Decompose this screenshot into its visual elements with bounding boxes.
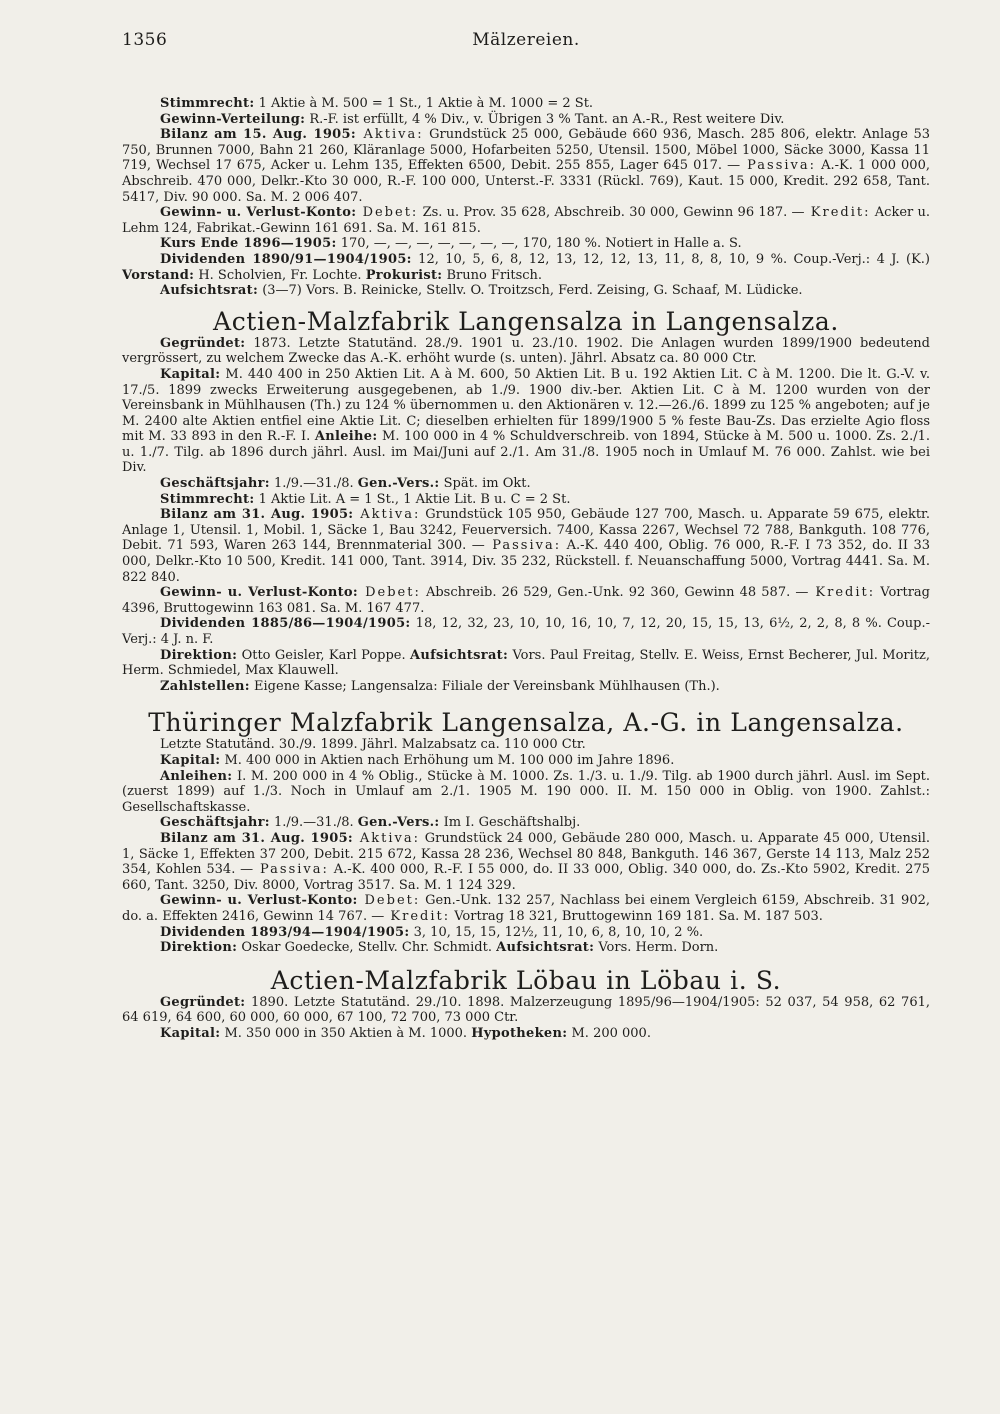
paragraph-direktion: Direktion: Otto Geisler, Karl Poppe. Aufsichtsrat: Vors. Paul Freitag, Stellv. E. Weiss, Ernst Becherer, Jul. Moritz, Herm. Schmiedel, Max Klauwell. [122,647,931,679]
company-heading: Actien-Malzfabrik Löbau in Löbau i. S. [270,965,782,995]
paragraph-statutaenderung: Letzte Statutänd. 30./9. 1899. Jährl. Malzabsatz ca. 110 000 Ctr. [160,737,586,753]
header-title: Mälzereien. [472,30,580,50]
paragraph-kapital: Kapital: M. 400 000 in Aktien nach Erhöhung um M. 100 000 im Jahre 1896. [160,752,675,768]
label-zahlstellen: Zahlstellen: [160,678,250,694]
label-aufsichtsrat: Aufsichtsrat: [410,647,509,663]
paragraph-geschaeftsjahr: Geschäftsjahr: 1./9.—31./8. Gen.-Vers.: Spät. im Okt. [160,476,531,492]
label-direktion: Direktion: [160,647,238,663]
entry-thueringer-malzfabrik [122,737,930,955]
label-bilanz: Bilanz am 31. Aug. 1905: [160,507,354,523]
paragraph-stimmrecht: Stimmrecht: 1 Aktie à M. 500 = 1 St., 1 Aktie à M. 1000 = 2 St. [160,96,594,111]
label-kurs: Kurs Ende 1896—1905: [160,236,337,252]
paragraph-kapital: Kapital: M. 440 400 in 250 Aktien Lit. A à M. 600, 50 Aktien Lit. B u. 192 Aktien Lit. C à M. 1200. Die lt. G.-V. v. 17./5. 1899 zwecks Erweiterung ausgegebenen, ab 1./9. 1900 div.-ber. Aktien Lit. C à M. 1200 wurden von der Vereinsbank in Mühlhausen (Th.) zu 124 % übernommen u. den Aktionären v. 12.—26./6. 1899 zu 125 % angeboten; auf je M. 2400 alte Aktien entfiel eine Aktie Lit. C; dieselben erhielten für 1899/1900 5 % feste Bau-Zs. Das erzielte Agio floss mit M. 33 893 in den R.-F. I. Anleihe: M. 100 000 in 4 % Schuldverschreib. von 1894, Stücke à M. 500 u. 1000. Zs. 2./1. u. 1./7. Tilg. ab 1896 durch jährl. Ausl. im Mai/Juni auf 2./1. Am 31./8. 1905 noch in Umlauf M. 76 000. Zahlst. wie bei Div. [122,366,930,476]
paragraph-gewinn-verlust: Gewinn- u. Verlust-Konto: Debet: Zs. u. Prov. 35 628, Abschreib. 30 000, Gewinn 96 187. — Kredit: Acker u. Lehm 124, Fabrikat.-Gewinn 161 691. Sa. M. 161 815. [122,205,930,236]
running-head [122,30,930,56]
paragraph-kapital: Kapital: M. 350 000 in 350 Aktien à M. 1000. Hypotheken: M. 200 000. [160,1025,651,1041]
label-bilanz: Bilanz am 31. Aug. 1905: [160,830,354,846]
label-gewinn-verlust: Gewinn- u. Verlust-Konto: [160,585,359,601]
label-aufsichtsrat: Aufsichtsrat: [160,283,259,299]
label-kapital: Kapital: [160,1025,221,1041]
paragraph-gewinn-verlust: Gewinn- u. Verlust-Konto: Debet: Abschreib. 26 529, Gen.-Unk. 92 360, Gewinn 48 587. — Kredit: Vortrag 4396, Bruttogewinn 163 081. Sa. M. 167 477. [122,585,930,616]
label-dividenden: Dividenden 1885/86—1904/1905: [160,616,411,632]
label-kapital: Kapital: [160,366,221,382]
paragraph-geschaeftsjahr: Geschäftsjahr: 1./9.—31./8. Gen.-Vers.: Im I. Geschäftshalbj. [160,815,581,831]
company-heading: Actien-Malzfabrik Langensalza in Langensalza. [213,306,839,336]
label-geschaeftsjahr: Geschäftsjahr: [160,815,270,831]
paragraph-aufsichtsrat: Aufsichtsrat: (3—7) Vors. B. Reinicke, Stellv. O. Troitzsch, Ferd. Zeising, G. Schaaf, M. Lüdicke. [160,283,803,299]
label-geschaeftsjahr: Geschäftsjahr: [160,476,270,492]
label-hypotheken: Hypotheken: [471,1025,568,1041]
paragraph-dividenden: Dividenden 1890/91—1904/1905: 12, 10, 5, 6, 8, 12, 13, 12, 12, 13, 11, 8, 8, 10, 9 %. Coup.-Verj.: 4 J. (K.) Vorstand: H. Scholvien, Fr. Lochte. Prokurist: Bruno Fritsch. [122,251,930,283]
label-vorstand: Vorstand: [122,267,195,283]
label-dividenden: Dividenden 1890/91—1904/1905: [160,251,412,267]
company-heading: Thüringer Malzfabrik Langensalza, A.-G. in Langensalza. [148,708,904,738]
paragraph-anleihen: Anleihen: I. M. 200 000 in 4 % Oblig., Stücke à M. 1000. Zs. 1./3. u. 1./9. Tilg. ab 1900 durch jährl. Ausl. im Sept. (zuerst 1899) auf 1./3. Noch in Umlauf am 2./1. 1905 M. 190 000. II. M. 150 000 in Oblig. von 1900. Zahlst.: Gesellschaftskasse. [122,768,930,815]
paragraph-kurs: Kurs Ende 1896—1905: 170, —, —, —, —, —, —, —, 170, 180 %. Notiert in Halle a. S. [160,236,742,252]
paragraph-bilanz: Bilanz am 31. Aug. 1905: Aktiva: Grundstück 105 950, Gebäude 127 700, Masch. u. Apparate 59 675, elektr. Anlage 1, Utensil. 1, Mobil. 1, Säcke 1, Bau 3242, Feuerversich. 7400, Kassa 2267, Wechsel 72 788, Bankguth. 108 776, Debit. 71 593, Waren 263 144, Brennmaterial 300. — Passiva: A.-K. 440 400, Oblig. 76 000, R.-F. I 73 352, do. II 33 000, Delkr.-Kto 10 500, Kredit. 141 000, Tant. 3914, Div. 35 232, Rückstell. f. Neuanschaffung 5000, Vortrag 4441. Sa. M. 822 840. [122,507,930,585]
label-gewinn-verlust: Gewinn- u. Verlust-Konto: [160,205,357,221]
paragraph-stimmrecht: Stimmrecht: 1 Aktie Lit. A = 1 St., 1 Aktie Lit. B u. C = 2 St. [160,491,571,507]
label-gegruendet: Gegründet: [160,335,246,351]
paragraph-dividenden: Dividenden 1893/94—1904/1905: 3, 10, 15, 15, 12½, 11, 10, 6, 8, 10, 10, 2 %. [160,924,704,940]
label-stimmrecht: Stimmrecht: [160,96,255,111]
paragraph-zahlstellen: Zahlstellen: Eigene Kasse; Langensalza: Filiale der Vereinsbank Mühlhausen (Th.). [160,678,720,694]
paragraph-gegruendet: Gegründet: 1873. Letzte Statutänd. 28./9. 1901 u. 23./10. 1902. Die Anlagen wurden 1899/1900 bedeutend vergrössert, zu welchem Zwecke das A.-K. erhöht wurde (s. unten). Jährl. Absatz ca. 80 000 Ctr. [122,335,930,367]
paragraph-bilanz: Bilanz am 15. Aug. 1905: Aktiva: Grundstück 25 000, Gebäude 660 936, Masch. 285 806, elektr. Anlage 53 750, Brunnen 7000, Bahn 21 260, Kläranlage 5000, Hofarbeiten 5250, Utensil. 1500, Möbel 1000, Säcke 3000, Kassa 11 719, Wechsel 17 675, Acker u. Lehm 135, Effekten 6500, Debit. 255 855, Lager 645 017. — Passiva: A.-K. 1 000 000, Abschreib. 470 000, Delkr.-Kto 30 000, R.-F. 100 000, Unterst.-F. 3331 (Rückl. 769), Kaut. 15 000, Kredit. 292 658, Tant. 5417, Div. 90 000. Sa. M. 2 006 407. [122,127,931,205]
label-dividenden: Dividenden 1893/94—1904/1905: [160,924,410,940]
entry-langensalza-actien [122,336,930,695]
label-direktion: Direktion: [160,940,238,956]
label-kapital: Kapital: [160,752,221,768]
paragraph-gewinn-verteilung: Gewinn-Verteilung: R.-F. ist erfüllt, 4 % Div., v. Übrigen 3 % Tant. an A.-R., Rest weitere Div. [160,111,785,127]
label-anleihen: Anleihen: [160,768,233,784]
paragraph-dividenden: Dividenden 1885/86—1904/1905: 18, 12, 32, 23, 10, 10, 16, 10, 7, 12, 20, 15, 15, 13, 6½, 2, 2, 8, 8 %. Coup.-Verj.: 4 J. n. F. [122,616,930,647]
label-anleihe: Anleihe: [314,429,378,445]
paragraph-gegruendet: Gegründet: 1890. Letzte Statutänd. 29./10. 1898. Malzerzeugung 1895/96—1904/1905: 52 037, 54 958, 62 761, 64 619, 64 600, 60 000, 60 000, 67 100, 72 700, 73 000 Ctr. [122,994,930,1026]
label-gen-vers: Gen.-Vers.: [357,476,440,492]
label-gewinn-verteilung: Gewinn-Verteilung: [160,111,306,127]
label-stimmrecht: Stimmrecht: [160,491,255,507]
paragraph-bilanz: Bilanz am 31. Aug. 1905: Aktiva: Grundstück 24 000, Gebäude 280 000, Masch. u. Apparate 45 000, Utensil. 1, Säcke 1, Effekten 37 200, Debit. 215 672, Kassa 28 236, Wechsel 80 848, Bankguth. 146 367, Gerste 14 113, Malz 252 354, Kohlen 534. — Passiva: A.-K. 400 000, R.-F. I 55 000, do. II 33 000, Oblig. 340 000, do. Zs.-Kto 5902, Kredit. 275 660, Tant. 3250, Div. 8000, Vortrag 3517. Sa. M. 1 124 329. [122,830,930,893]
label-gewinn-verlust: Gewinn- u. Verlust-Konto: [160,893,358,909]
paragraph-gewinn-verlust: Gewinn- u. Verlust-Konto: Debet: Gen.-Unk. 132 257, Nachlass bei einem Vergleich 6159, Abschreib. 31 902, do. a. Effekten 2416, Gewinn 14 767. — Kredit: Vortrag 18 321, Bruttogewinn 169 181. Sa. M. 187 503. [122,893,930,924]
paragraph-direktion: Direktion: Oskar Goedecke, Stellv. Chr. Schmidt. Aufsichtsrat: Vors. Herm. Dorn. [160,940,719,956]
label-gen-vers: Gen.-Vers.: [357,815,440,831]
entry-continuation [122,96,930,299]
label-bilanz: Bilanz am 15. Aug. 1905: [160,127,356,143]
entry-loebau [122,995,930,1042]
label-prokurist: Prokurist: [365,267,443,283]
page-number: 1356 [122,30,168,50]
label-aufsichtsrat: Aufsichtsrat: [496,940,595,956]
label-gegruendet: Gegründet: [160,994,246,1010]
